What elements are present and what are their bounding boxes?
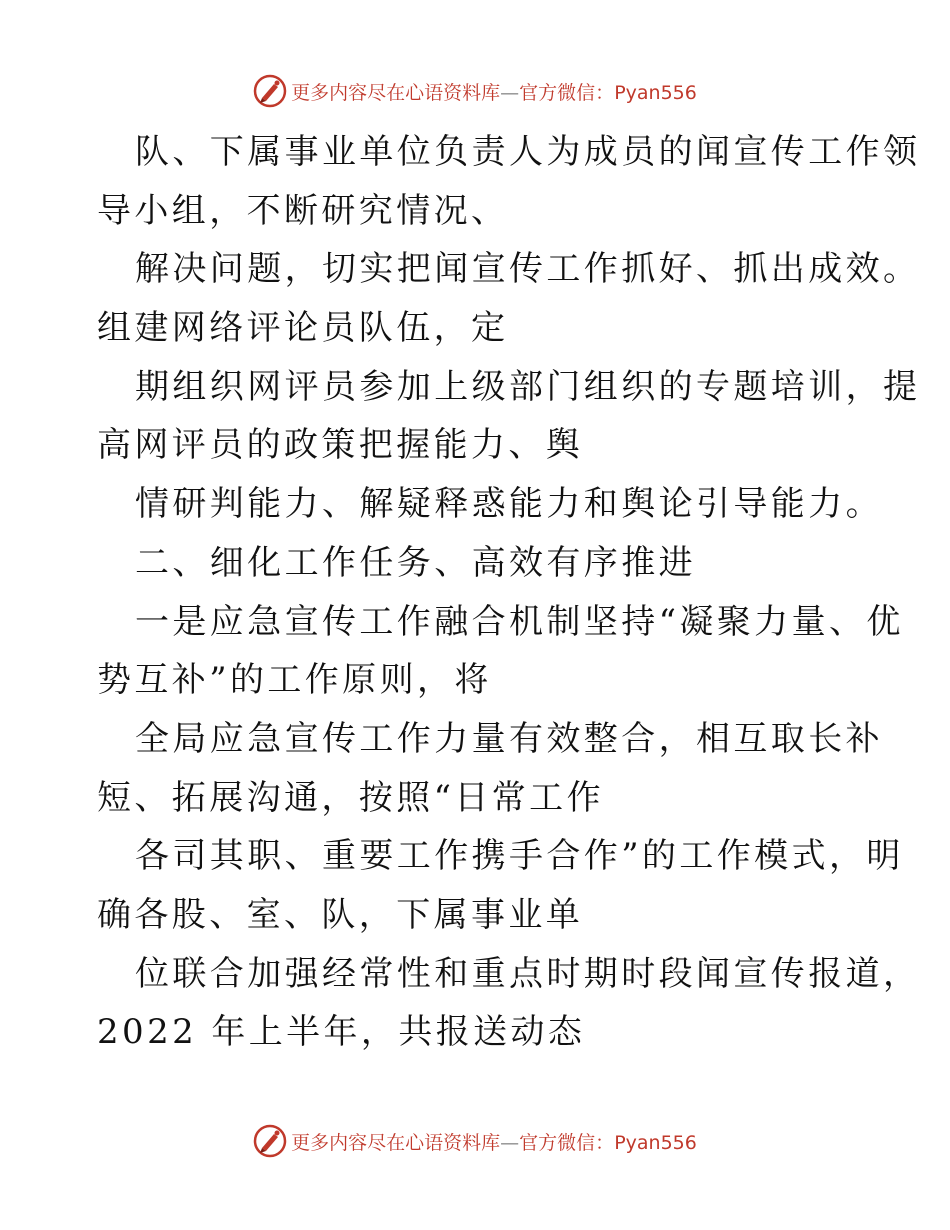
- body-line: 队、下属事业单位负责人为成员的闻宣传工作领: [135, 132, 921, 172]
- pen-logo-icon: [253, 1124, 287, 1158]
- body-line: 位联合加强经常性和重点时期时段闻宣传报道，: [135, 953, 921, 994]
- pen-logo-icon: [253, 74, 287, 108]
- body-line: 确各股、室、队，下属事业单: [97, 894, 584, 935]
- body-line: 短、拓展沟通，按照“日常工作: [97, 777, 604, 818]
- body-line: 导小组，不断研究情况、: [97, 190, 509, 231]
- body-line: 组建网络评论员队伍，定: [97, 308, 509, 349]
- watermark-dash: —: [500, 81, 520, 104]
- body-line: 解决问题，切实把闻宣传工作抓好、抓出成效。: [135, 249, 921, 290]
- body-line: 高网评员的政策把握能力、舆: [97, 425, 584, 466]
- header-watermark: [0, 71, 950, 111]
- document-body: [97, 123, 921, 1062]
- section-heading: 二、细化工作任务、高效有序推进: [135, 542, 696, 583]
- watermark-site: 更多内容尽在心语资料库: [291, 81, 501, 104]
- body-line: 一是应急宣传工作融合机制坚持“凝聚力量、优: [135, 601, 904, 642]
- watermark-dash: —: [500, 1131, 520, 1154]
- body-line: 全局应急宣传工作力量有效整合，相互取长补: [135, 718, 883, 759]
- body-line: 情研判能力、解疑释惑能力和舆论引导能力。: [135, 484, 883, 525]
- body-line: 势互补”的工作原则，将: [97, 660, 492, 701]
- body-line: 各司其职、重要工作携手合作”的工作模式，明: [135, 836, 904, 877]
- watermark-wechat-id: Pyan556: [614, 81, 697, 104]
- watermark-site: 更多内容尽在心语资料库: [291, 1131, 501, 1154]
- watermark-wechat-label: 官方微信：: [519, 81, 615, 104]
- body-line: 期组织网评员参加上级部门组织的专题培训，提: [135, 366, 921, 407]
- body-line: 2022 年上半年，共报送动态: [97, 1012, 586, 1053]
- watermark-wechat-id: Pyan556: [614, 1131, 697, 1154]
- footer-watermark: [0, 1121, 950, 1161]
- watermark-wechat-label: 官方微信：: [519, 1131, 615, 1154]
